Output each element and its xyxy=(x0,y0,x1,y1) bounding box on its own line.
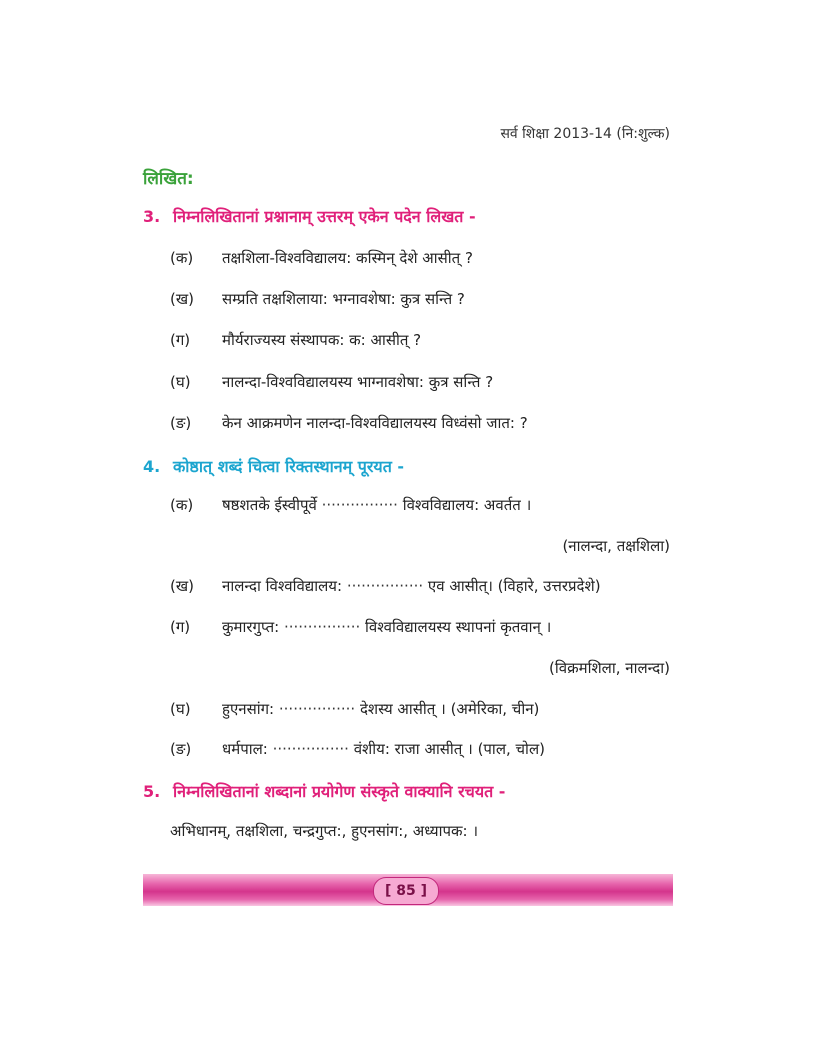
page-number: [ 85 ] xyxy=(373,877,439,905)
q3-item xyxy=(170,330,421,350)
q4-item xyxy=(170,699,539,719)
q3-item xyxy=(170,248,473,268)
q3-item xyxy=(170,289,465,309)
q4-item xyxy=(170,495,531,515)
option-hint: (नालन्दा, तक्षशिला) xyxy=(562,537,670,555)
item-text-after: विश्वविद्यालयस्य स्थापनां कृतवान् । xyxy=(365,618,552,636)
question-3-heading xyxy=(143,205,476,227)
item-text-after: वंशीय: राजा आसीत् । (पाल, चोल) xyxy=(353,740,545,758)
section-title: लिखित: xyxy=(143,169,194,189)
item-label: (क) xyxy=(170,249,194,267)
fill-blank: ················ xyxy=(346,577,424,595)
item-text-after: विश्वविद्यालय: अवर्तत । xyxy=(402,496,532,514)
question-5-heading xyxy=(143,780,505,802)
q4-item xyxy=(170,576,601,596)
item-label: (ङ) xyxy=(170,414,192,432)
question-number: 4. xyxy=(143,457,161,476)
question-title: कोष्ठात् शब्दं चित्वा रिक्तस्थानम् पूरयत - xyxy=(173,457,405,476)
question-title: निम्नलिखितानां शब्दानां प्रयोगेण संस्कृते वाक्यानि रचयत - xyxy=(173,782,506,801)
item-text: मौर्यराज्यस्य संस्थापक: क: आसीत् ? xyxy=(222,331,422,349)
q4-item xyxy=(170,739,545,759)
question-4-heading xyxy=(143,455,404,477)
item-text-after: देशस्य आसीत् । (अमेरिका, चीन) xyxy=(359,700,540,718)
item-label: (घ) xyxy=(170,700,191,718)
q3-item xyxy=(170,372,493,392)
item-label: (क) xyxy=(170,496,194,514)
fill-blank: ················ xyxy=(278,700,356,718)
q3-item xyxy=(170,413,528,433)
item-label: (ङ) xyxy=(170,740,192,758)
item-text-before: षष्ठशतके ईस्वीपूर्वे xyxy=(222,496,317,514)
fill-blank: ················ xyxy=(272,740,349,758)
item-text: केन आक्रमणेन नालन्दा-विश्वविद्यालयस्य विध्वंसो जात: ? xyxy=(222,414,528,432)
item-label: (ख) xyxy=(170,290,194,308)
fill-blank: ················ xyxy=(321,496,398,514)
item-text: तक्षशिला-विश्वविद्यालय: कस्मिन् देशे आसीत् ? xyxy=(222,249,473,267)
item-label: (ख) xyxy=(170,577,194,595)
item-text-after: एव आसीत्। (विहारे, उत्तरप्रदेशे) xyxy=(427,577,601,595)
item-label: (ग) xyxy=(170,331,191,349)
question-title: निम्नलिखितानां प्रश्नानाम् उत्तरम् एकेन पदेन लिखत - xyxy=(173,207,476,226)
item-text-before: धर्मपाल: xyxy=(222,740,268,758)
q4-item xyxy=(170,617,551,637)
q5-word-list: अभिधानम्, तक्षशिला, चन्द्रगुप्त:, हुएनसांग:, अध्यापक: । xyxy=(170,822,479,840)
item-label: (ग) xyxy=(170,618,191,636)
item-text: नालन्दा-विश्वविद्यालयस्य भाग्नावशेषा: कुत्र सन्ति ? xyxy=(222,373,494,391)
question-number: 3. xyxy=(143,207,161,226)
item-text-before: कुमारगुप्त: xyxy=(222,618,280,636)
item-label: (घ) xyxy=(170,373,191,391)
fill-blank: ················ xyxy=(283,618,361,636)
page-header: सर्व शिक्षा 2013-14 (नि:शुल्क) xyxy=(500,126,670,142)
option-hint: (विक्रमशिला, नालन्दा) xyxy=(549,659,670,677)
item-text-before: नालन्दा विश्वविद्यालय: xyxy=(222,577,343,595)
question-number: 5. xyxy=(143,782,161,801)
item-text-before: हुएनसांग: xyxy=(222,700,275,718)
item-text: सम्प्रति तक्षशिलाया: भग्नावशेषा: कुत्र सन्ति ? xyxy=(222,290,465,308)
